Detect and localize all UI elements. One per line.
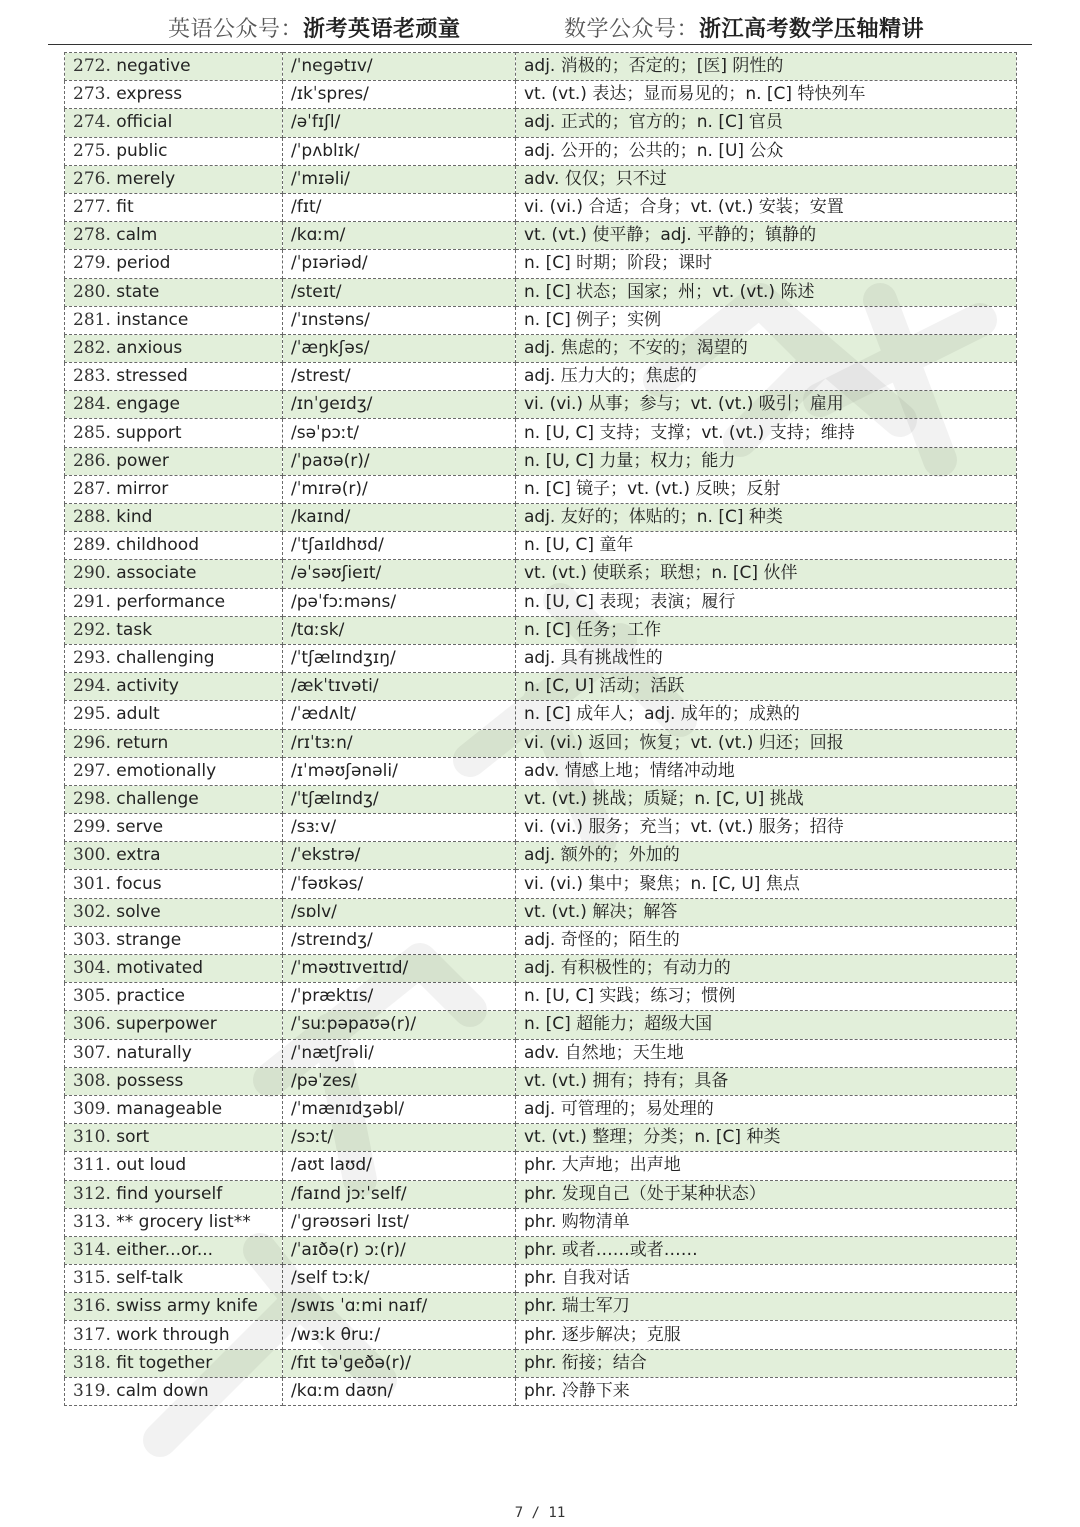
word-text: activity (116, 676, 179, 697)
word-text: performance (116, 591, 226, 612)
definition-cell: adj. 奇怪的；陌生的 (516, 926, 1017, 954)
entry-number: 294. (73, 676, 111, 697)
table-row (65, 222, 1017, 250)
word-cell (65, 1208, 283, 1236)
table-row (65, 1152, 1017, 1180)
word-cell (65, 53, 283, 81)
phonetic-cell: /ˈmɪəli/ (283, 165, 516, 193)
table-row (65, 53, 1017, 81)
table-row (65, 391, 1017, 419)
word-cell (65, 644, 283, 672)
table-row (65, 1236, 1017, 1264)
word-text: kind (116, 507, 153, 528)
word-text: solve (116, 901, 161, 922)
phonetic-cell: /ˈneɡətɪv/ (283, 53, 516, 81)
phonetic-cell: /sɔːt/ (283, 1124, 516, 1152)
table-row (65, 334, 1017, 362)
entry-number: 307. (73, 1042, 111, 1063)
phonetic-cell: /steɪt/ (283, 278, 516, 306)
table-row (65, 193, 1017, 221)
definition-cell: adj. 额外的；外加的 (516, 842, 1017, 870)
phonetic-cell: /fɪt/ (283, 193, 516, 221)
phonetic-cell: /ˈtʃælɪndʒ/ (283, 785, 516, 813)
definition-cell: phr. 发现自己（处于某种状态） (516, 1180, 1017, 1208)
definition-cell: n. [C] 状态；国家；州；vt. (vt.) 陈述 (516, 278, 1017, 306)
table-row (65, 1011, 1017, 1039)
entry-number: 298. (73, 788, 111, 809)
phonetic-cell: /kɑːm daʊn/ (283, 1377, 516, 1405)
definition-cell: phr. 大声地；出声地 (516, 1152, 1017, 1180)
table-row (65, 109, 1017, 137)
word-cell (65, 1349, 283, 1377)
entry-number: 316. (73, 1296, 111, 1317)
word-cell (65, 1152, 283, 1180)
word-text: naturally (116, 1042, 192, 1063)
table-row (65, 898, 1017, 926)
word-text: swiss army knife (116, 1296, 258, 1317)
word-text: instance (116, 309, 189, 330)
word-text: public (116, 140, 168, 161)
word-text: period (116, 253, 171, 274)
word-text: emotionally (116, 760, 217, 781)
word-cell (65, 165, 283, 193)
phonetic-cell: /ˈnætʃrəli/ (283, 1039, 516, 1067)
phonetic-cell: /ˈmænɪdʒəbl/ (283, 1095, 516, 1123)
word-cell (65, 109, 283, 137)
word-cell (65, 955, 283, 983)
table-row (65, 1067, 1017, 1095)
word-text: stressed (116, 366, 188, 387)
vocabulary-table-body (65, 53, 1017, 1406)
word-cell (65, 222, 283, 250)
word-text: fit (116, 197, 134, 218)
definition-cell: vi. (vi.) 集中；聚焦；n. [C, U] 焦点 (516, 870, 1017, 898)
entry-number: 305. (73, 986, 111, 1007)
definition-cell: n. [C] 成年人；adj. 成年的；成熟的 (516, 701, 1017, 729)
math-account-label: 数学公众号： (564, 17, 700, 42)
entry-number: 300. (73, 845, 111, 866)
word-text: motivated (116, 958, 204, 979)
word-text: possess (116, 1070, 184, 1091)
entry-number: 319. (73, 1380, 111, 1401)
word-cell (65, 419, 283, 447)
entry-number: 317. (73, 1324, 111, 1345)
word-text: return (116, 732, 169, 753)
phonetic-cell: /pəˈzes/ (283, 1067, 516, 1095)
table-row (65, 81, 1017, 109)
phonetic-cell: /streɪndʒ/ (283, 926, 516, 954)
table-row (65, 1349, 1017, 1377)
phonetic-cell: /ˈɪnstəns/ (283, 306, 516, 334)
entry-number: 290. (73, 563, 111, 584)
definition-cell: n. [U, C] 实践；练习；惯例 (516, 983, 1017, 1011)
table-row (65, 1293, 1017, 1321)
word-cell (65, 1067, 283, 1095)
definition-cell: vt. (vt.) 拥有；持有；具备 (516, 1067, 1017, 1095)
english-account-label: 英语公众号： (168, 17, 304, 42)
entry-number: 288. (73, 507, 111, 528)
word-text: merely (116, 168, 176, 189)
table-row (65, 532, 1017, 560)
definition-cell: adj. 可管理的；易处理的 (516, 1095, 1017, 1123)
definition-cell: vi. (vi.) 合适；合身；vt. (vt.) 安装；安置 (516, 193, 1017, 221)
table-row (65, 278, 1017, 306)
english-account-name: 浙考英语老顽童 (303, 16, 461, 42)
word-text: fit together (116, 1352, 213, 1373)
entry-number: 311. (73, 1155, 111, 1176)
phonetic-cell: /ˈpaʊə(r)/ (283, 447, 516, 475)
definition-cell: vt. (vt.) 使联系；联想；n. [C] 伙伴 (516, 560, 1017, 588)
phonetic-cell: /fɪt təˈɡeðə(r)/ (283, 1349, 516, 1377)
word-text: sort (116, 1127, 150, 1148)
word-cell (65, 757, 283, 785)
entry-number: 314. (73, 1239, 111, 1260)
phonetic-cell: /ɪkˈspres/ (283, 81, 516, 109)
word-text: extra (116, 845, 161, 866)
word-cell (65, 193, 283, 221)
definition-cell: vi. (vi.) 服务；充当；vt. (vt.) 服务；招待 (516, 814, 1017, 842)
phonetic-cell: /ˈaɪðə(r) ɔː(r)/ (283, 1236, 516, 1264)
word-text: either...or... (116, 1239, 214, 1260)
table-row (65, 926, 1017, 954)
definition-cell: phr. 瑞士军刀 (516, 1293, 1017, 1321)
word-text: serve (116, 817, 164, 838)
table-row (65, 1377, 1017, 1405)
entry-number: 275. (73, 140, 111, 161)
definition-cell: vt. (vt.) 表达；显而易见的；n. [C] 特快列车 (516, 81, 1017, 109)
word-text: strange (116, 929, 182, 950)
entry-number: 310. (73, 1127, 111, 1148)
word-cell (65, 926, 283, 954)
entry-number: 287. (73, 478, 111, 499)
phonetic-cell: /ˈpʌblɪk/ (283, 137, 516, 165)
word-cell (65, 814, 283, 842)
table-row (65, 729, 1017, 757)
vocabulary-table (64, 52, 1017, 1406)
word-text: ** grocery list** (116, 1211, 251, 1232)
word-cell (65, 1039, 283, 1067)
word-cell (65, 1095, 283, 1123)
definition-cell: n. [U, C] 童年 (516, 532, 1017, 560)
word-cell (65, 1180, 283, 1208)
word-text: engage (116, 394, 180, 415)
table-row (65, 701, 1017, 729)
word-cell (65, 504, 283, 532)
word-cell (65, 447, 283, 475)
table-row (65, 588, 1017, 616)
phonetic-cell: /əˈfɪʃl/ (283, 109, 516, 137)
definition-cell: n. [C] 超能力；超级大国 (516, 1011, 1017, 1039)
page-number: 7 / 11 (514, 1505, 566, 1521)
word-cell (65, 616, 283, 644)
phonetic-cell: /sɜːv/ (283, 814, 516, 842)
definition-cell: n. [C] 时期；阶段；课时 (516, 250, 1017, 278)
word-text: challenging (116, 648, 215, 669)
entry-number: 282. (73, 337, 111, 358)
definition-cell: vt. (vt.) 使平静；adj. 平静的；镇静的 (516, 222, 1017, 250)
word-text: practice (116, 986, 186, 1007)
table-row (65, 137, 1017, 165)
word-cell (65, 363, 283, 391)
word-cell (65, 1265, 283, 1293)
entry-number: 277. (73, 197, 111, 218)
definition-cell: adj. 有积极性的；有动力的 (516, 955, 1017, 983)
definition-cell: n. [U, C] 支持；支撑；vt. (vt.) 支持；维持 (516, 419, 1017, 447)
phonetic-cell: /wɜːk θruː/ (283, 1321, 516, 1349)
word-cell (65, 250, 283, 278)
table-row (65, 504, 1017, 532)
table-row (65, 363, 1017, 391)
phonetic-cell: /tɑːsk/ (283, 616, 516, 644)
definition-cell: n. [C] 镜子；vt. (vt.) 反映；反射 (516, 475, 1017, 503)
phonetic-cell: /ˈfəʊkəs/ (283, 870, 516, 898)
definition-cell: adv. 情感上地；情绪冲动地 (516, 757, 1017, 785)
entry-number: 312. (73, 1183, 111, 1204)
phonetic-cell: /ækˈtɪvəti/ (283, 673, 516, 701)
entry-number: 276. (73, 168, 111, 189)
definition-cell: phr. 自我对话 (516, 1265, 1017, 1293)
entry-number: 295. (73, 704, 111, 725)
word-text: state (116, 281, 160, 302)
table-row (65, 1124, 1017, 1152)
entry-number: 313. (73, 1211, 111, 1232)
table-row (65, 475, 1017, 503)
word-cell (65, 532, 283, 560)
entry-number: 278. (73, 225, 111, 246)
math-account (564, 12, 924, 43)
word-cell (65, 588, 283, 616)
word-cell (65, 560, 283, 588)
math-account-name: 浙江高考数学压轴精讲 (699, 16, 925, 42)
definition-cell: n. [U, C] 力量；权力；能力 (516, 447, 1017, 475)
phonetic-cell: /self tɔːk/ (283, 1265, 516, 1293)
phonetic-cell: /ˈæŋkʃəs/ (283, 334, 516, 362)
table-row (65, 250, 1017, 278)
word-cell (65, 137, 283, 165)
table-row (65, 644, 1017, 672)
table-row (65, 814, 1017, 842)
entry-number: 309. (73, 1099, 111, 1120)
table-row (65, 955, 1017, 983)
phonetic-cell: /kaɪnd/ (283, 504, 516, 532)
word-text: work through (116, 1324, 230, 1345)
entry-number: 318. (73, 1352, 111, 1373)
definition-cell: phr. 衔接；结合 (516, 1349, 1017, 1377)
entry-number: 297. (73, 760, 111, 781)
definition-cell: adj. 公开的；公共的；n. [U] 公众 (516, 137, 1017, 165)
entry-number: 283. (73, 366, 111, 387)
table-row (65, 870, 1017, 898)
phonetic-cell: /rɪˈtɜːn/ (283, 729, 516, 757)
word-cell (65, 673, 283, 701)
definition-cell: adj. 具有挑战性的 (516, 644, 1017, 672)
word-cell (65, 391, 283, 419)
definition-cell: adv. 仅仅；只不过 (516, 165, 1017, 193)
word-text: calm down (116, 1380, 209, 1401)
phonetic-cell: /swɪs ˈɑːmi naɪf/ (283, 1293, 516, 1321)
word-text: associate (116, 563, 197, 584)
word-cell (65, 334, 283, 362)
entry-number: 293. (73, 648, 111, 669)
phonetic-cell: /ɪˈməʊʃənəli/ (283, 757, 516, 785)
word-text: adult (116, 704, 160, 725)
word-cell (65, 81, 283, 109)
phonetic-cell: /ˈekstrə/ (283, 842, 516, 870)
word-cell (65, 1377, 283, 1405)
word-cell (65, 278, 283, 306)
table-row (65, 1180, 1017, 1208)
table-row (65, 616, 1017, 644)
entry-number: 306. (73, 1014, 111, 1035)
table-row (65, 1265, 1017, 1293)
definition-cell: n. [U, C] 表现；表演；履行 (516, 588, 1017, 616)
word-cell (65, 701, 283, 729)
definition-cell: phr. 逐步解决；克服 (516, 1321, 1017, 1349)
phonetic-cell: /ˈtʃaɪldhʊd/ (283, 532, 516, 560)
table-row (65, 842, 1017, 870)
definition-cell: n. [C] 例子；实例 (516, 306, 1017, 334)
phonetic-cell: /səˈpɔːt/ (283, 419, 516, 447)
entry-number: 296. (73, 732, 111, 753)
entry-number: 279. (73, 253, 111, 274)
definition-cell: phr. 或者……或者…… (516, 1236, 1017, 1264)
definition-cell: adj. 友好的；体贴的；n. [C] 种类 (516, 504, 1017, 532)
phonetic-cell: /pəˈfɔːməns/ (283, 588, 516, 616)
table-row (65, 1208, 1017, 1236)
entry-number: 286. (73, 450, 111, 471)
entry-number: 291. (73, 591, 111, 612)
word-text: negative (116, 56, 191, 77)
word-text: childhood (116, 535, 199, 556)
table-row (65, 560, 1017, 588)
table-row (65, 306, 1017, 334)
word-text: self-talk (116, 1268, 184, 1289)
word-text: mirror (116, 478, 169, 499)
word-text: find yourself (116, 1183, 223, 1204)
table-row (65, 757, 1017, 785)
entry-number: 303. (73, 929, 111, 950)
table-row (65, 673, 1017, 701)
table-row (65, 1321, 1017, 1349)
word-cell (65, 1124, 283, 1152)
phonetic-cell: /strest/ (283, 363, 516, 391)
entry-number: 285. (73, 422, 111, 443)
phonetic-cell: /ˈpɪəriəd/ (283, 250, 516, 278)
word-cell (65, 306, 283, 334)
entry-number: 299. (73, 817, 111, 838)
word-cell (65, 729, 283, 757)
word-text: official (116, 112, 173, 133)
english-account (168, 12, 461, 43)
table-row (65, 983, 1017, 1011)
page-header (48, 0, 1032, 45)
word-cell (65, 1321, 283, 1349)
word-cell (65, 475, 283, 503)
phonetic-cell: /aʊt laʊd/ (283, 1152, 516, 1180)
table-row (65, 165, 1017, 193)
word-text: manageable (116, 1099, 223, 1120)
phonetic-cell: /əˈsəʊʃieɪt/ (283, 560, 516, 588)
word-cell (65, 983, 283, 1011)
definition-cell: n. [C] 任务；工作 (516, 616, 1017, 644)
phonetic-cell: /faɪnd jɔːˈself/ (283, 1180, 516, 1208)
entry-number: 302. (73, 901, 111, 922)
word-text: express (116, 84, 183, 105)
definition-cell: adv. 自然地；天生地 (516, 1039, 1017, 1067)
entry-number: 304. (73, 958, 111, 979)
entry-number: 284. (73, 394, 111, 415)
word-text: task (116, 619, 153, 640)
definition-cell: adj. 正式的；官方的；n. [C] 官员 (516, 109, 1017, 137)
definition-cell: phr. 冷静下来 (516, 1377, 1017, 1405)
entry-number: 272. (73, 56, 111, 77)
phonetic-cell: /ˈmɪrə(r)/ (283, 475, 516, 503)
word-cell (65, 1236, 283, 1264)
entry-number: 281. (73, 309, 111, 330)
definition-cell: vt. (vt.) 解决；解答 (516, 898, 1017, 926)
word-text: calm (116, 225, 158, 246)
entry-number: 280. (73, 281, 111, 302)
definition-cell: adj. 压力大的；焦虑的 (516, 363, 1017, 391)
word-text: superpower (116, 1014, 217, 1035)
definition-cell: adj. 消极的；否定的；[医] 阴性的 (516, 53, 1017, 81)
definition-cell: vi. (vi.) 返回；恢复；vt. (vt.) 归还；回报 (516, 729, 1017, 757)
phonetic-cell: /ˈpræktɪs/ (283, 983, 516, 1011)
phonetic-cell: /ˈædʌlt/ (283, 701, 516, 729)
definition-cell: n. [C, U] 活动；活跃 (516, 673, 1017, 701)
table-row (65, 1095, 1017, 1123)
entry-number: 315. (73, 1268, 111, 1289)
table-row (65, 419, 1017, 447)
word-text: support (116, 422, 182, 443)
entry-number: 289. (73, 535, 111, 556)
phonetic-cell: /ˈɡrəʊsəri lɪst/ (283, 1208, 516, 1236)
definition-cell: vt. (vt.) 整理；分类；n. [C] 种类 (516, 1124, 1017, 1152)
phonetic-cell: /sɒlv/ (283, 898, 516, 926)
word-text: out loud (116, 1155, 187, 1176)
phonetic-cell: /kɑːm/ (283, 222, 516, 250)
entry-number: 292. (73, 619, 111, 640)
table-row (65, 1039, 1017, 1067)
definition-cell: phr. 购物清单 (516, 1208, 1017, 1236)
table-row (65, 447, 1017, 475)
word-cell (65, 870, 283, 898)
phonetic-cell: /ˈtʃælɪndʒɪŋ/ (283, 644, 516, 672)
entry-number: 274. (73, 112, 111, 133)
word-cell (65, 842, 283, 870)
phonetic-cell: /ˈməʊtɪveɪtɪd/ (283, 955, 516, 983)
word-text: focus (116, 873, 162, 894)
word-cell (65, 785, 283, 813)
entry-number: 301. (73, 873, 111, 894)
entry-number: 273. (73, 84, 111, 105)
word-text: challenge (116, 788, 199, 809)
phonetic-cell: /ˈsuːpəpaʊə(r)/ (283, 1011, 516, 1039)
word-text: anxious (116, 337, 183, 358)
definition-cell: vt. (vt.) 挑战；质疑；n. [C, U] 挑战 (516, 785, 1017, 813)
word-cell (65, 1011, 283, 1039)
word-cell (65, 1293, 283, 1321)
definition-cell: vi. (vi.) 从事；参与；vt. (vt.) 吸引；雇用 (516, 391, 1017, 419)
word-cell (65, 898, 283, 926)
entry-number: 308. (73, 1070, 111, 1091)
definition-cell: adj. 焦虑的；不安的；渴望的 (516, 334, 1017, 362)
word-text: power (116, 450, 169, 471)
table-row (65, 785, 1017, 813)
phonetic-cell: /ɪnˈɡeɪdʒ/ (283, 391, 516, 419)
